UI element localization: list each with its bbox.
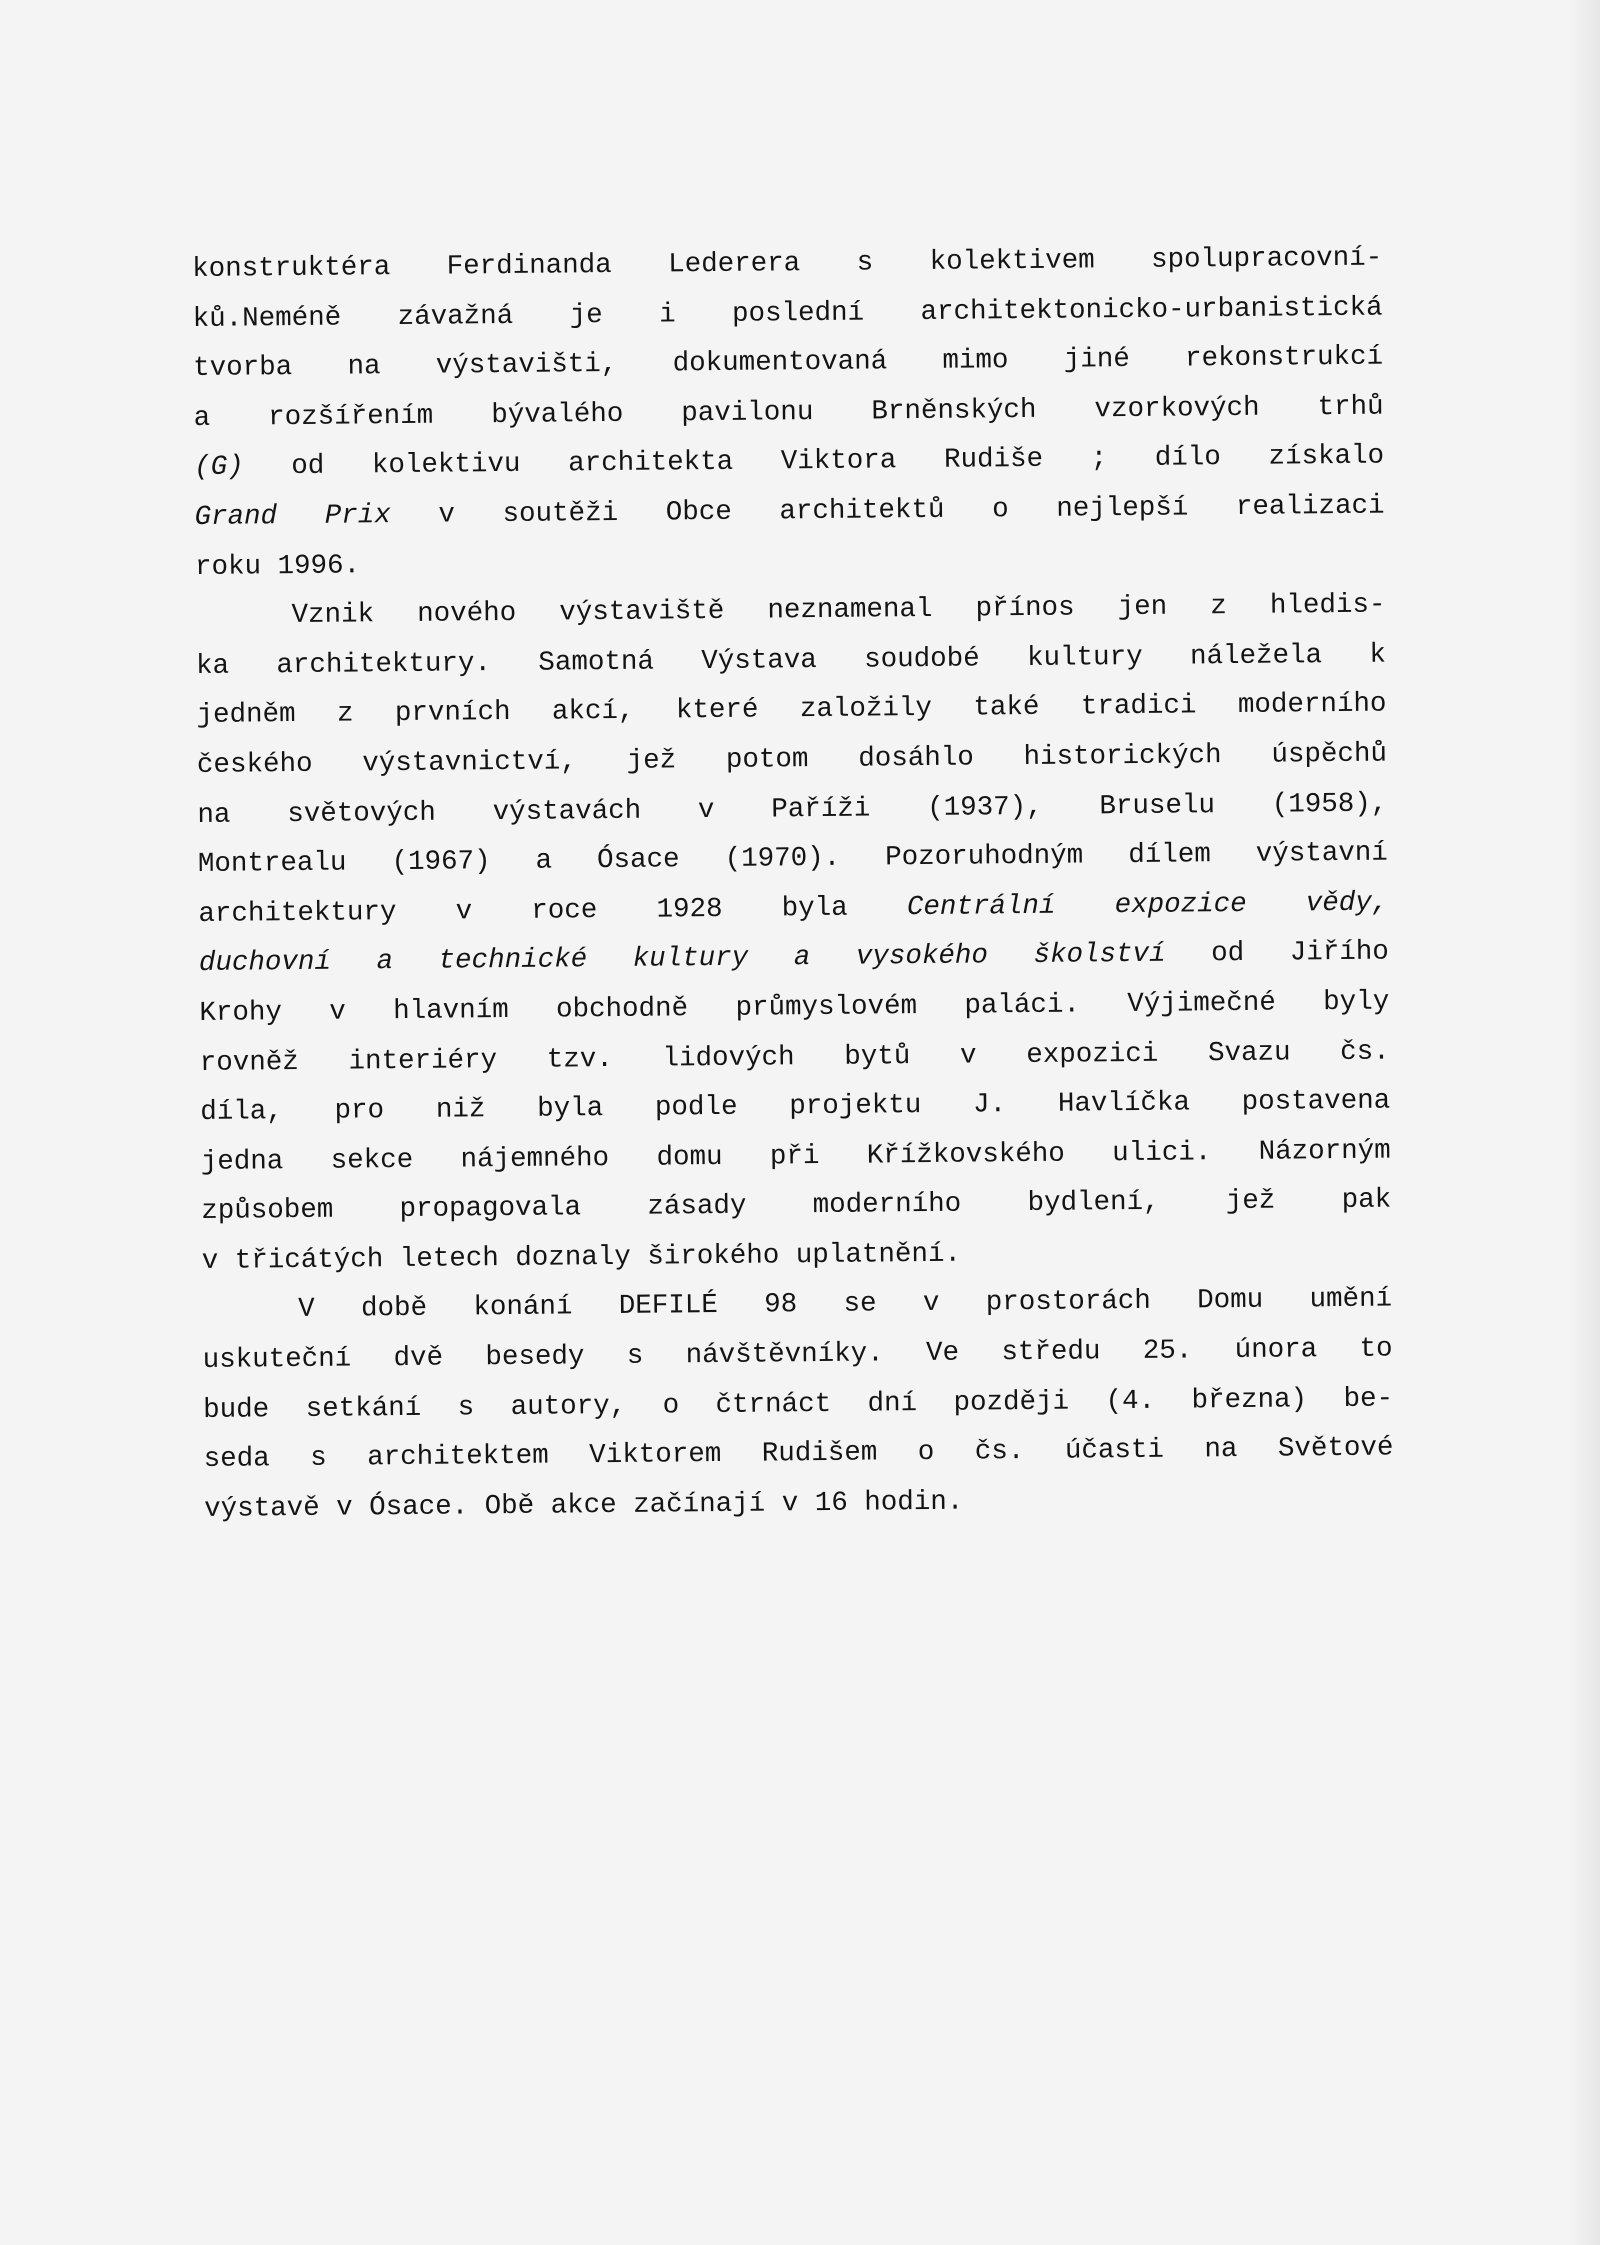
word: Centrální <box>906 890 1056 923</box>
word: to <box>1359 1333 1393 1365</box>
word: se <box>843 1288 877 1321</box>
word: soudobé <box>864 643 980 676</box>
word: s <box>310 1443 327 1475</box>
word: dvě <box>393 1342 444 1375</box>
word: paláci. <box>964 989 1081 1022</box>
word: J. <box>972 1089 1007 1121</box>
word: třicátých <box>234 1244 384 1277</box>
word: bývalého <box>491 398 624 431</box>
word: a <box>193 402 211 434</box>
word: architektem <box>367 1440 549 1474</box>
word: 16 <box>814 1487 848 1519</box>
word: roce <box>531 894 598 927</box>
word: které <box>675 694 759 727</box>
word: (G) <box>193 451 244 484</box>
word: s <box>626 1340 644 1372</box>
word: konstruktéra <box>192 252 391 285</box>
word: na <box>197 799 231 831</box>
word: Samotná <box>538 646 655 679</box>
word: závažná <box>397 300 514 333</box>
word: neznamenal <box>767 594 933 627</box>
word: výstavách <box>492 795 642 828</box>
word: rozšířením <box>268 400 434 434</box>
word: Ósace. <box>369 1491 469 1524</box>
word: vysokého <box>855 940 989 973</box>
word: ka <box>195 650 230 682</box>
word: (4. <box>1105 1385 1156 1417</box>
word: V <box>298 1294 315 1326</box>
word: byly <box>1323 986 1390 1019</box>
word: je <box>569 299 603 331</box>
word: setkání <box>305 1392 422 1425</box>
word: rekonstrukcí <box>1184 341 1384 375</box>
word: autory, <box>510 1390 627 1423</box>
word: dílo <box>1154 442 1222 475</box>
word: spolupracovní- <box>1150 242 1383 276</box>
word: době <box>360 1293 428 1325</box>
word: potom <box>725 744 809 776</box>
word: jedněm <box>196 699 296 732</box>
word: českého <box>196 748 313 781</box>
word: sekce <box>330 1144 414 1177</box>
word: ulici. <box>1112 1136 1212 1169</box>
word: Ósace <box>596 844 680 877</box>
word: Montrealu <box>197 847 347 881</box>
word: čs. <box>1340 1036 1390 1068</box>
word: seda <box>203 1443 270 1476</box>
word: Pozoruhodným <box>885 840 1084 874</box>
word: pak <box>1341 1184 1392 1217</box>
word: technické <box>438 944 588 977</box>
word: přínos <box>975 592 1075 625</box>
word: byla <box>537 1093 604 1125</box>
word: Ve <box>925 1337 960 1370</box>
word: jedna <box>200 1145 284 1178</box>
word: díla, <box>200 1096 283 1129</box>
word: 1996. <box>277 549 361 582</box>
word: s <box>856 247 874 279</box>
word: ků.Neméně <box>192 302 342 335</box>
word: architekta <box>568 447 734 480</box>
word: Krohy <box>199 997 283 1029</box>
word: Havlíčka <box>1057 1087 1191 1120</box>
word: v <box>438 499 456 531</box>
word: Ferdinanda <box>446 249 612 283</box>
word: Rudišem <box>761 1437 878 1470</box>
word: akce <box>550 1489 617 1522</box>
word: Paříži <box>771 793 871 825</box>
word: nového <box>417 598 517 631</box>
word: v <box>336 1492 353 1524</box>
word: v <box>781 1488 799 1520</box>
word: čtrnáct <box>715 1388 832 1421</box>
word: realizaci <box>1235 490 1385 523</box>
word: účasti <box>1064 1434 1165 1467</box>
word: světových <box>287 797 436 830</box>
word: Viktora <box>780 445 897 478</box>
word: 25. <box>1142 1335 1193 1367</box>
page-edge-shadow <box>1570 0 1600 2245</box>
word: získalo <box>1268 440 1385 474</box>
word: letech <box>399 1242 499 1275</box>
body-text <box>192 234 1394 1535</box>
word: o <box>991 494 1009 526</box>
word: návštěvníky. <box>685 1338 884 1372</box>
word: i <box>658 298 676 331</box>
word: Grand <box>194 501 278 533</box>
word: kolektivu <box>371 449 521 482</box>
word: domu <box>656 1141 723 1174</box>
word: expozice <box>1114 888 1247 921</box>
word: vědy, <box>1305 887 1389 920</box>
word: bude <box>203 1393 270 1426</box>
word: architektury <box>198 896 397 930</box>
word: hodin. <box>864 1486 964 1519</box>
word: umění <box>1309 1283 1393 1316</box>
word: o <box>662 1390 680 1422</box>
word: k <box>1369 639 1387 671</box>
word: (1958), <box>1271 788 1388 821</box>
word: obchodně <box>555 993 689 1026</box>
word: Jiřího <box>1289 936 1389 969</box>
word: doznaly <box>515 1241 631 1274</box>
word: dní <box>867 1387 918 1420</box>
word: března) <box>1191 1384 1308 1417</box>
word: dílem <box>1128 839 1211 872</box>
word: v <box>201 1245 219 1277</box>
word: výstavnictví, <box>362 746 578 780</box>
word: rovněž <box>199 1046 300 1079</box>
word: besedy <box>485 1341 585 1374</box>
word: Brněnských <box>871 394 1037 428</box>
word: DEFILÉ <box>618 1290 719 1323</box>
word: v <box>329 996 346 1028</box>
word: nejlepší <box>1056 492 1189 525</box>
word: historických <box>1023 740 1222 773</box>
word: projektu <box>789 1090 922 1123</box>
word: a <box>535 845 553 877</box>
word: a <box>793 942 811 974</box>
word: založily <box>799 693 933 726</box>
word: náležela <box>1189 639 1323 673</box>
word: o <box>917 1437 935 1469</box>
word: později <box>953 1386 1070 1419</box>
word: byla <box>781 892 848 925</box>
word: a <box>376 946 394 978</box>
word: Svazu <box>1207 1036 1291 1069</box>
word: duchovní <box>198 947 332 980</box>
word: pavilonu <box>681 396 814 430</box>
word: v <box>697 794 715 826</box>
word: podle <box>654 1091 738 1124</box>
word: Vznik <box>291 599 375 632</box>
word: tvorba <box>193 352 293 385</box>
word: vzorkových <box>1094 392 1260 426</box>
word: Křížkovského <box>866 1138 1066 1172</box>
word: (1937), <box>926 791 1043 824</box>
word: Domu <box>1197 1285 1264 1317</box>
word: lidových <box>662 1041 795 1075</box>
word: z <box>336 698 354 730</box>
word: 1928 <box>656 893 723 926</box>
word: ; <box>1090 443 1108 475</box>
word: prvních <box>394 697 511 730</box>
word: expozici <box>1026 1038 1159 1071</box>
word: Viktorem <box>589 1439 722 1472</box>
word: Obce <box>665 496 732 529</box>
word: mimo <box>942 345 1009 377</box>
word: architektů <box>779 494 945 528</box>
word: pro <box>334 1095 385 1127</box>
word: od <box>1211 938 1245 970</box>
word: výstavišti, <box>435 349 618 382</box>
word: úspěchů <box>1271 738 1388 771</box>
word: výstavě <box>203 1492 320 1525</box>
word: Obě <box>484 1490 535 1523</box>
word: Výjimečné <box>1127 987 1277 1020</box>
word: tradici <box>1080 690 1197 723</box>
word: roku <box>194 550 262 583</box>
word: Bruselu <box>1099 789 1216 822</box>
word: nájemného <box>460 1142 610 1176</box>
word: architektury. <box>276 647 492 681</box>
word: kultury <box>1026 641 1143 674</box>
word: školství <box>1033 939 1166 972</box>
word: na <box>1204 1434 1238 1466</box>
word: bydlení, <box>1027 1187 1160 1220</box>
word: akcí, <box>551 696 635 728</box>
word: (1967) <box>391 846 491 879</box>
word: čs. <box>974 1436 1025 1468</box>
word: kolektivem <box>929 245 1095 278</box>
word: 98 <box>764 1289 798 1322</box>
word: v <box>455 896 473 928</box>
word: poslední <box>731 297 865 330</box>
word: února <box>1234 1334 1318 1367</box>
word: architektonicko-urbanistická <box>920 292 1383 328</box>
word: soutěži <box>502 497 619 530</box>
word: průmyslovém <box>735 990 918 1024</box>
word: Světové <box>1277 1432 1394 1465</box>
word: Výstava <box>701 644 817 677</box>
word: výstavní <box>1255 837 1388 870</box>
word: postavena <box>1241 1085 1391 1119</box>
word: (1970). <box>724 842 841 876</box>
word: prostorách <box>985 1286 1152 1319</box>
word: interiéry <box>348 1044 498 1078</box>
word: středu <box>1001 1336 1101 1369</box>
word: moderního <box>1237 688 1387 722</box>
word: hlavním <box>393 994 509 1028</box>
word: Prix <box>324 500 391 532</box>
word: niž <box>435 1094 486 1126</box>
word: také <box>973 692 1040 724</box>
word: v <box>922 1288 940 1320</box>
word: jež <box>626 745 677 777</box>
word: uplatnění. <box>795 1238 962 1272</box>
word: jen <box>1117 591 1168 624</box>
word: při <box>769 1140 820 1173</box>
word: výstaviště <box>559 596 725 629</box>
text-line <box>204 1473 1394 1534</box>
word: začínají <box>633 1488 766 1521</box>
word: z <box>1210 591 1227 623</box>
word: trhů <box>1317 391 1384 423</box>
word: jiné <box>1063 344 1130 376</box>
word: jež <box>1225 1185 1276 1218</box>
word: uskuteční <box>202 1343 352 1377</box>
word: konání <box>473 1291 573 1324</box>
word: širokého <box>647 1240 780 1273</box>
word: dosáhlo <box>858 742 974 775</box>
word: v <box>959 1040 977 1072</box>
word: propagovala <box>399 1192 582 1226</box>
word: zásady <box>647 1191 747 1223</box>
word: be- <box>1343 1383 1394 1415</box>
word: na <box>347 351 381 383</box>
word: kultury <box>632 943 749 976</box>
word: od <box>291 451 325 483</box>
word: tzv. <box>546 1043 613 1076</box>
word: s <box>457 1392 475 1424</box>
word: Rudiše <box>943 444 1044 477</box>
word: dokumentovaná <box>672 346 888 380</box>
word: Lederera <box>668 248 801 281</box>
word: způsobem <box>201 1194 334 1228</box>
word: moderního <box>812 1188 962 1222</box>
word: bytů <box>844 1040 911 1073</box>
word: Názorným <box>1258 1135 1391 1168</box>
word: hledis- <box>1269 589 1386 622</box>
